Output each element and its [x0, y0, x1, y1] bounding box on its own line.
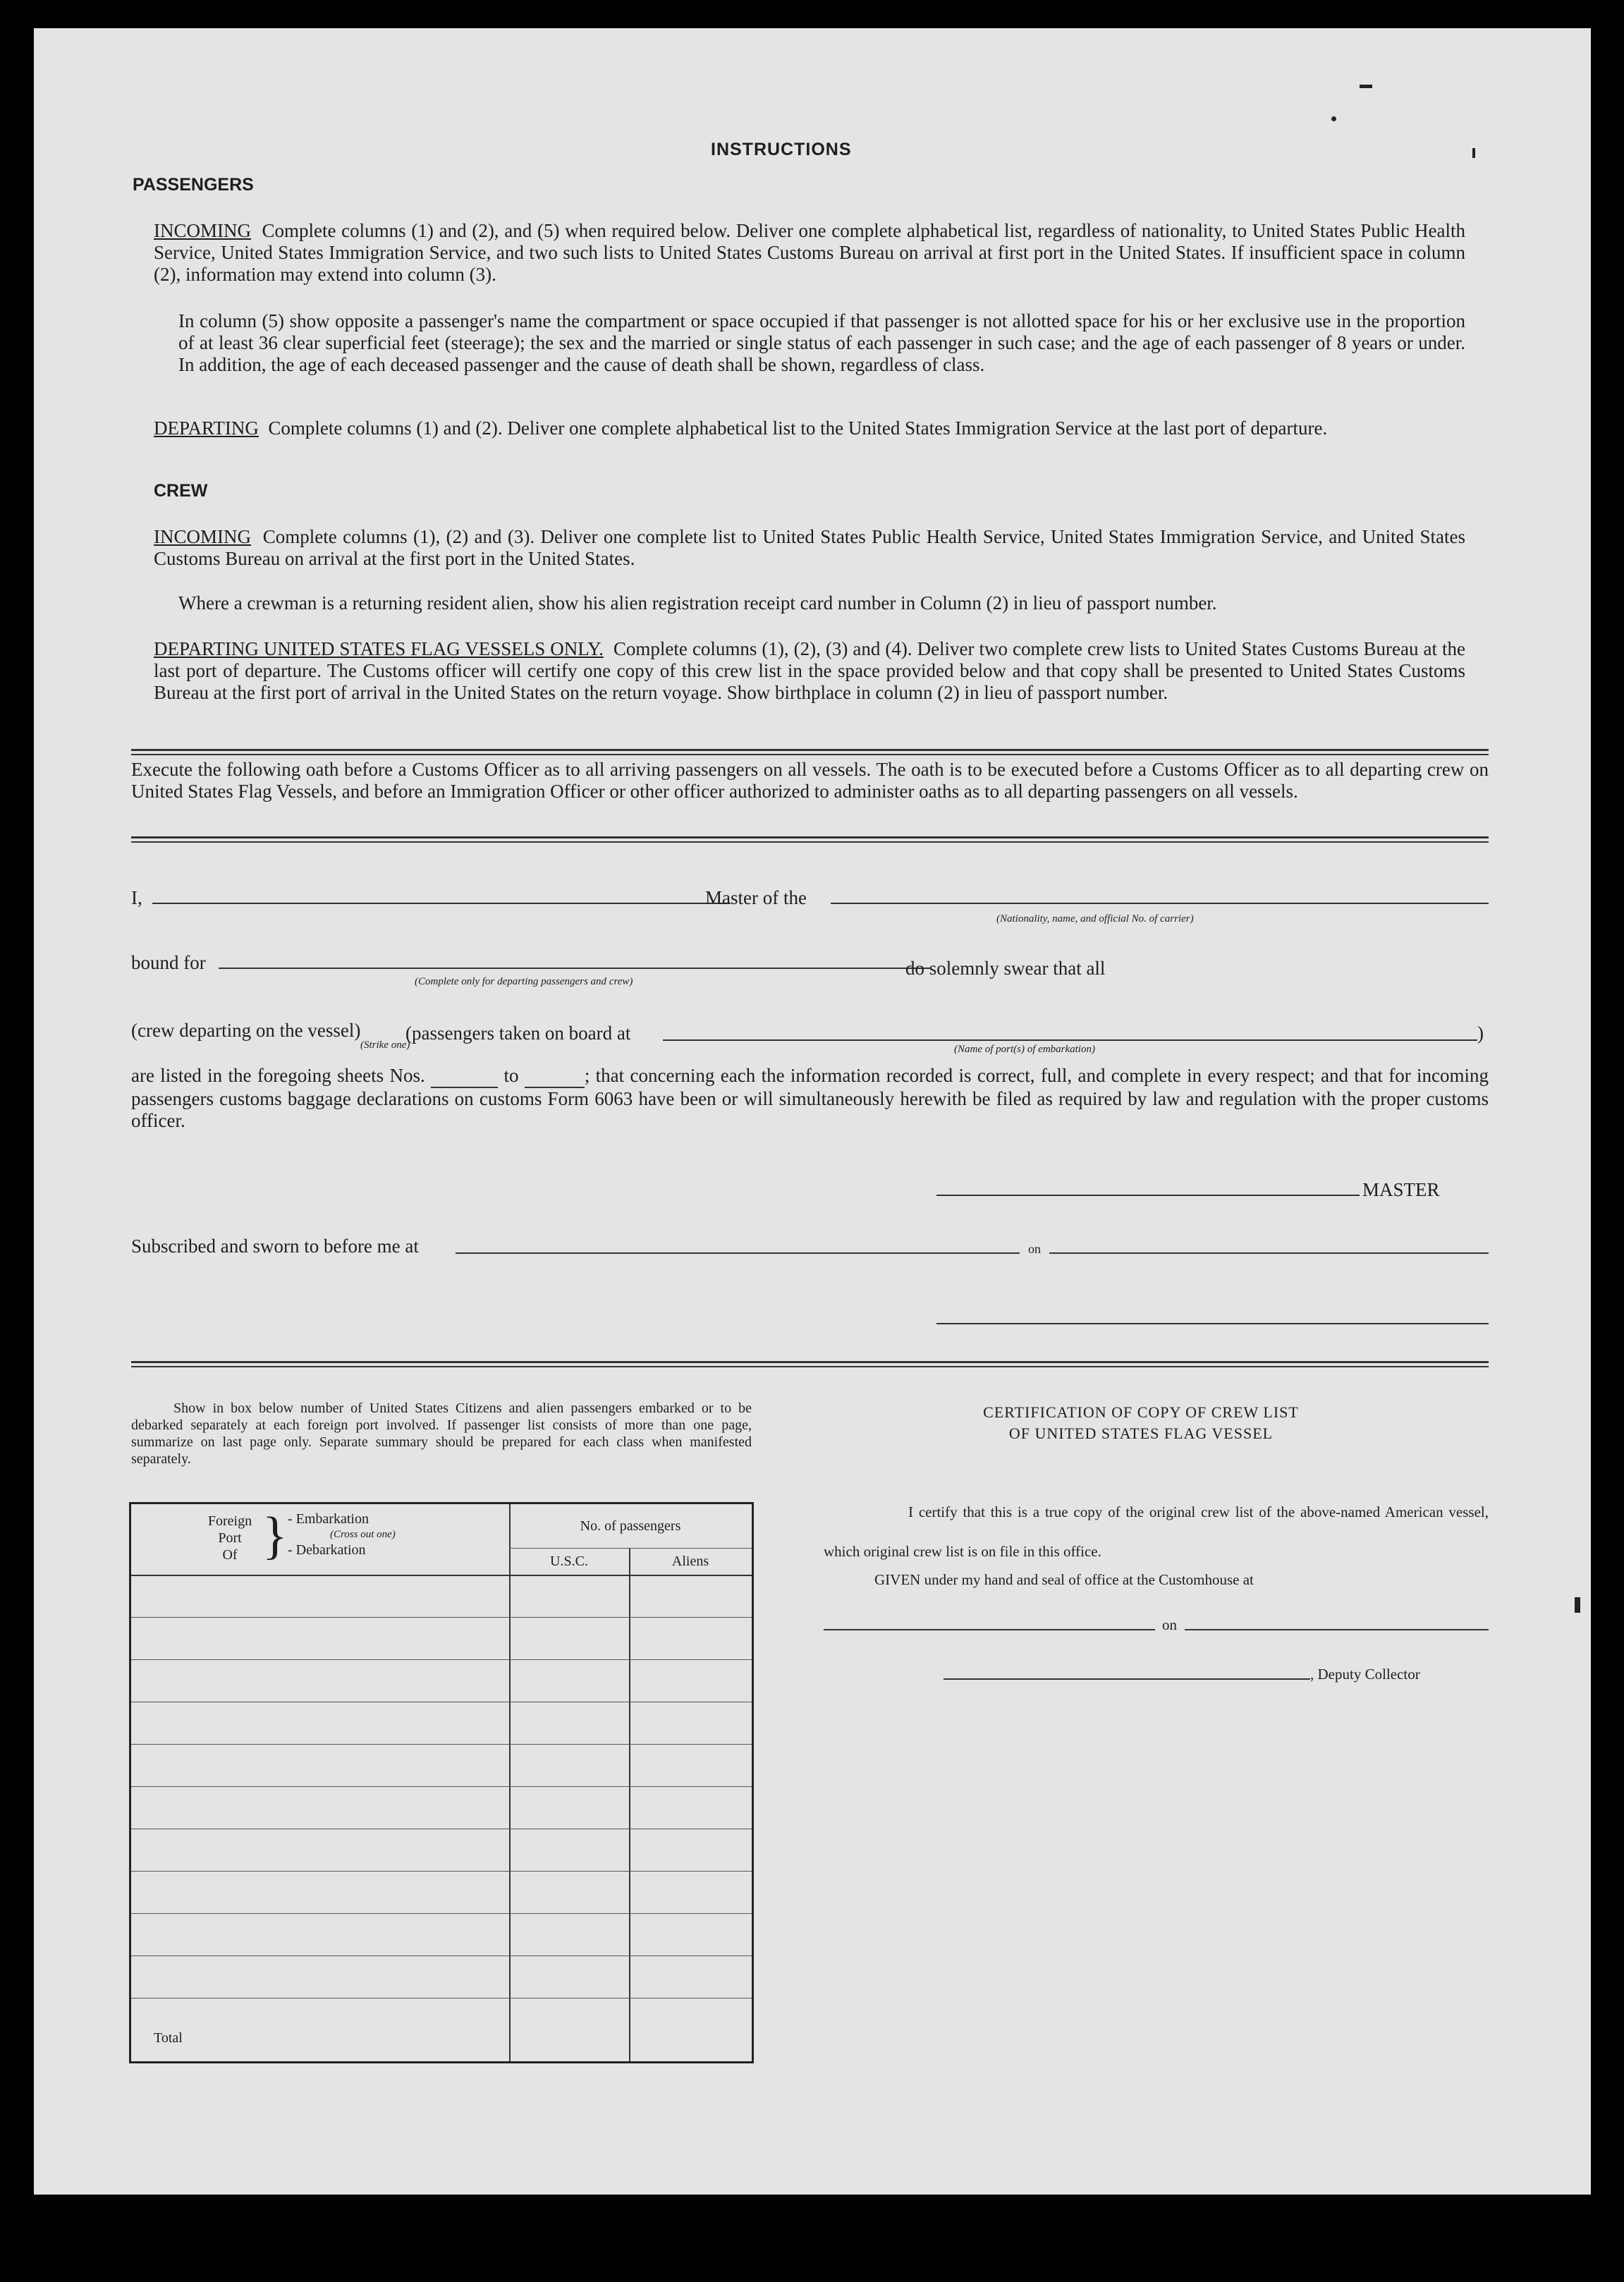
- crew-departing-option[interactable]: (crew departing on the vessel): [131, 1020, 361, 1041]
- scan-speck: [1472, 148, 1475, 158]
- passengers-departing-text: Complete columns (1) and (2). Deliver one complete alphabetical list to the United States Immigration Service at the last port of departure.: [268, 417, 1328, 439]
- table-row[interactable]: [131, 1871, 752, 1872]
- listed-text-1: are listed in the foregoing sheets Nos.: [131, 1065, 425, 1086]
- carrier-field[interactable]: [831, 903, 1489, 904]
- aliens-header: Aliens: [671, 1554, 709, 1569]
- master-signature-field[interactable]: [936, 1195, 1360, 1196]
- total-label: Total: [154, 2030, 183, 2046]
- table-vline-2: [629, 1548, 630, 2061]
- oath-i-label: I,: [131, 887, 142, 908]
- bound-for-label: bound for: [131, 952, 206, 973]
- customhouse-field[interactable]: [824, 1629, 1155, 1630]
- officer-signature-field[interactable]: [936, 1323, 1489, 1324]
- table-row[interactable]: [131, 1786, 752, 1787]
- foreign-word: Foreign: [207, 1513, 252, 1529]
- crew-incoming-paragraph: [154, 526, 1465, 570]
- certification-title-line-2: OF UNITED STATES FLAG VESSEL: [1008, 1424, 1274, 1442]
- crew-departing-text: Complete columns (1), (2), (3) and (4). Deliver two complete crew lists to United States Customs Bureau at the last port of departure. The Customs officer will certify one copy of this crew list in the space provided below and that copy shall be presented to United States Customs Bureau at the first port of arrival in the United States on the return voyage. Show birthplace in column (2) in lieu of passport number.: [154, 638, 1465, 703]
- cross-out-caption: (Cross out one): [330, 1529, 396, 1540]
- subscribed-date-field[interactable]: [1049, 1252, 1489, 1254]
- table-row[interactable]: [131, 1659, 752, 1660]
- crew-heading: CREW: [154, 481, 208, 501]
- passengers-departing-paragraph: [154, 417, 1465, 439]
- lower-divider: [131, 1361, 1489, 1367]
- listed-to: to: [503, 1065, 519, 1086]
- master-label: MASTER: [1362, 1179, 1440, 1200]
- certification-title-line-1: CERTIFICATION OF COPY OF CREW LIST: [983, 1403, 1299, 1421]
- table-row[interactable]: [131, 1617, 752, 1618]
- subscribed-label: Subscribed and sworn to before me at: [131, 1235, 419, 1257]
- table-row[interactable]: [131, 1744, 752, 1745]
- passengers-heading: PASSENGERS: [133, 175, 254, 195]
- table-header-line: [131, 1575, 752, 1576]
- certification-date-field[interactable]: [1185, 1629, 1489, 1630]
- listed-text-2: ; that concerning each the information recorded is correct, full, and complete in every respect; and that for incoming passengers customs baggage declarations on customs Form 6063 have been or will simultaneously herewith be filed as required by law and regulation with the proper customs officer.: [131, 1065, 1489, 1131]
- passengers-incoming-paragraph: [154, 220, 1465, 286]
- ports-embarkation-field[interactable]: [663, 1039, 1477, 1041]
- passengers-taken-option[interactable]: (passengers taken on board at: [405, 1023, 631, 1044]
- nationality-caption: (Nationality, name, and official No. of carrier): [996, 913, 1194, 925]
- close-paren: ): [1477, 1023, 1484, 1044]
- oath-divider: [131, 836, 1489, 843]
- table-vline-1: [509, 1504, 511, 2061]
- debarkation-option[interactable]: - Debarkation: [288, 1542, 366, 1558]
- deputy-signature-field[interactable]: [944, 1678, 1310, 1680]
- crew-incoming-label: INCOMING: [154, 526, 251, 547]
- master-name-field[interactable]: [152, 903, 731, 904]
- foreign-port-of-label: [198, 1513, 262, 1563]
- crew-crewman-paragraph: Where a crewman is a returning resident alien, show his alien registration receipt card number in Column (2) in lieu of passport number.: [178, 592, 1217, 614]
- strike-one-caption: (Strike one): [360, 1039, 410, 1051]
- form-page: [34, 28, 1591, 2195]
- execute-oath-paragraph: Execute the following oath before a Customs Officer as to all arriving passengers on all vessels. The oath is to be executed before a Customs Officer as to all departing crew on United States Flag Vessels, and before an Immigration Officer or other officer authorized to administer oaths as to all departing passengers on all vessels.: [131, 759, 1489, 802]
- subscribed-on-label: on: [1028, 1242, 1041, 1256]
- embarkation-option[interactable]: - Embarkation: [288, 1511, 369, 1527]
- instructions-title: INSTRUCTIONS: [711, 140, 852, 159]
- port-word: Port: [218, 1530, 242, 1546]
- ports-caption: (Name of port(s) of embarkation): [954, 1044, 1095, 1055]
- crew-departing-paragraph: [154, 638, 1465, 704]
- brace-icon: }: [262, 1507, 288, 1565]
- passenger-summary-table: [129, 1502, 754, 2063]
- sheet-to-field[interactable]: [525, 1065, 585, 1088]
- scan-speck: [1331, 116, 1336, 121]
- complete-only-caption: (Complete only for departing passengers and crew): [415, 976, 633, 987]
- crew-departing-label: DEPARTING UNITED STATES FLAG VESSELS ONLY.: [154, 638, 604, 659]
- of-word: Of: [222, 1547, 238, 1563]
- no-of-passengers-header: No. of passengers: [580, 1518, 681, 1534]
- passengers-incoming-text: Complete columns (1) and (2), and (5) when required below. Deliver one complete alphabetical list, regardless of nationality, to United States Public Health Service, United States Immigration Service, and two such lists to United States Customs Bureau on arrival at first port in the United States. If insufficient space in column (2), information may extend into column (3).: [154, 220, 1466, 285]
- section-divider: [131, 749, 1489, 755]
- table-row[interactable]: [131, 1955, 752, 1956]
- summary-instructions: Show in box below number of United States Citizens and alien passengers embarked or to be debarked separately at each foreign port involved. If passenger list consists of more than one page, summarize on last page only. Separate summary should be prepared for each class when manifested separately.: [131, 1401, 752, 1467]
- passengers-departing-label: DEPARTING: [154, 417, 259, 439]
- given-paragraph: GIVEN under my hand and seal of office at the Customhouse at: [874, 1571, 1254, 1588]
- table-subheader-line: [509, 1548, 752, 1549]
- certification-on-label: on: [1162, 1616, 1177, 1633]
- listed-paragraph: [131, 1065, 1489, 1132]
- table-row[interactable]: [131, 1998, 752, 1999]
- passengers-column5-paragraph: In column (5) show opposite a passenger's name the compartment or space occupied if that passenger is not allotted space for his or her exclusive use in the proportion of at least 36 clear superficial feet (steerage); the sex and the married or single status of each passenger in such case; and the age of each passenger of 8 years or under. In addition, the age of each deceased passenger and the cause of death shall be shown, regardless of class.: [178, 310, 1465, 375]
- deputy-collector-label: , Deputy Collector: [1310, 1666, 1420, 1683]
- crew-incoming-text: Complete columns (1), (2) and (3). Deliver one complete list to United States Public Health Service, United States Immigration Service, and United States Customs Bureau on arrival at the first port in the United States.: [154, 526, 1466, 569]
- scan-speck: [1575, 1597, 1580, 1613]
- solemnly-swear-label: do solemnly swear that all: [905, 958, 1106, 979]
- subscribed-place-field[interactable]: [456, 1252, 1020, 1254]
- usc-header: U.S.C.: [550, 1554, 588, 1569]
- scan-speck: [1360, 85, 1372, 88]
- sheet-from-field[interactable]: [431, 1065, 498, 1088]
- bound-for-field[interactable]: [219, 968, 931, 969]
- certification-title: [827, 1402, 1455, 1444]
- master-of-the-label: Master of the: [705, 887, 807, 908]
- passengers-incoming-label: INCOMING: [154, 220, 251, 241]
- certify-paragraph: I certify that this is a true copy of the original crew list of the above-named American vessel, which original crew list is on file in this office.: [824, 1503, 1489, 1560]
- table-row[interactable]: [131, 1913, 752, 1914]
